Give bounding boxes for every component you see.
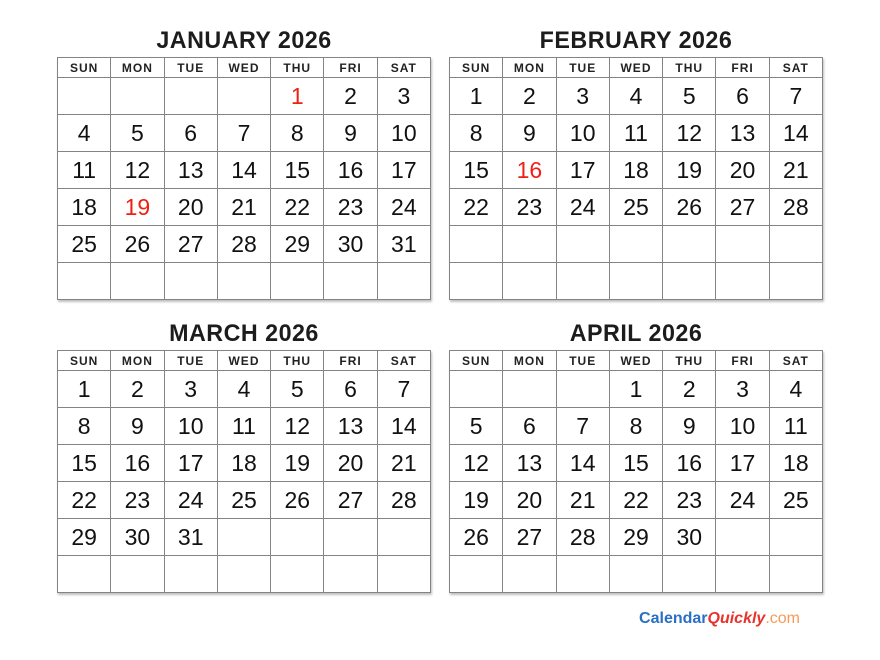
date-cell-february-2026-9: 9: [503, 115, 556, 152]
empty-cell: [769, 519, 822, 556]
empty-cell: [769, 226, 822, 263]
date-cell-april-2026-21: 21: [556, 482, 609, 519]
empty-cell: [217, 78, 270, 115]
week-row: [450, 371, 823, 408]
date-cell-february-2026-23: 23: [503, 189, 556, 226]
week-row: [450, 519, 823, 556]
weekday-header-thu: THU: [663, 58, 716, 78]
date-cell-january-2026-7: 7: [217, 115, 270, 152]
date-cell-march-2026-25: 25: [217, 482, 270, 519]
date-cell-march-2026-17: 17: [164, 445, 217, 482]
empty-cell: [450, 263, 503, 300]
weekday-header-sat: SAT: [377, 58, 430, 78]
date-cell-march-2026-23: 23: [111, 482, 164, 519]
date-cell-march-2026-30: 30: [111, 519, 164, 556]
empty-cell: [58, 263, 111, 300]
date-cell-february-2026-7: 7: [769, 78, 822, 115]
date-cell-march-2026-6: 6: [324, 371, 377, 408]
empty-cell: [58, 556, 111, 593]
date-cell-march-2026-11: 11: [217, 408, 270, 445]
empty-cell: [377, 519, 430, 556]
date-cell-april-2026-2: 2: [663, 371, 716, 408]
date-cell-march-2026-13: 13: [324, 408, 377, 445]
week-row: [450, 482, 823, 519]
date-cell-january-2026-14: 14: [217, 152, 270, 189]
date-cell-april-2026-26: 26: [450, 519, 503, 556]
date-cell-january-2026-23: 23: [324, 189, 377, 226]
month-title-january-2026: JANUARY 2026: [156, 27, 332, 54]
date-cell-february-2026-2: 2: [503, 78, 556, 115]
week-row: [58, 78, 431, 115]
week-row: [450, 78, 823, 115]
week-row: [58, 519, 431, 556]
weekday-header-fri: FRI: [716, 58, 769, 78]
date-cell-april-2026-4: 4: [769, 371, 822, 408]
month-table-february-2026: [449, 57, 823, 300]
date-cell-april-2026-3: 3: [716, 371, 769, 408]
date-cell-april-2026-17: 17: [716, 445, 769, 482]
date-cell-january-2026-16: 16: [324, 152, 377, 189]
date-cell-april-2026-19: 19: [450, 482, 503, 519]
date-cell-february-2026-1: 1: [450, 78, 503, 115]
date-cell-february-2026-24: 24: [556, 189, 609, 226]
date-cell-april-2026-25: 25: [769, 482, 822, 519]
date-cell-april-2026-11: 11: [769, 408, 822, 445]
date-cell-april-2026-8: 8: [609, 408, 662, 445]
date-cell-january-2026-25: 25: [58, 226, 111, 263]
week-row: [58, 263, 431, 300]
date-cell-january-2026-5: 5: [111, 115, 164, 152]
date-cell-april-2026-23: 23: [663, 482, 716, 519]
date-cell-february-2026-13: 13: [716, 115, 769, 152]
date-cell-january-2026-31: 31: [377, 226, 430, 263]
empty-cell: [609, 556, 662, 593]
date-cell-january-2026-11: 11: [58, 152, 111, 189]
empty-cell: [663, 226, 716, 263]
date-cell-january-2026-1: 1: [271, 78, 324, 115]
empty-cell: [716, 519, 769, 556]
weekday-header-fri: FRI: [324, 58, 377, 78]
date-cell-january-2026-17: 17: [377, 152, 430, 189]
month-table-march-2026: [57, 350, 431, 593]
date-cell-february-2026-10: 10: [556, 115, 609, 152]
week-row: [450, 263, 823, 300]
weekday-header-sun: SUN: [58, 351, 111, 371]
date-cell-february-2026-20: 20: [716, 152, 769, 189]
date-cell-january-2026-27: 27: [164, 226, 217, 263]
empty-cell: [716, 556, 769, 593]
date-cell-april-2026-5: 5: [450, 408, 503, 445]
week-row: [58, 408, 431, 445]
week-row: [450, 152, 823, 189]
month-title-february-2026: FEBRUARY 2026: [539, 27, 733, 54]
date-cell-march-2026-29: 29: [58, 519, 111, 556]
date-cell-january-2026-10: 10: [377, 115, 430, 152]
date-cell-april-2026-27: 27: [503, 519, 556, 556]
date-cell-march-2026-9: 9: [111, 408, 164, 445]
weekday-header-mon: MON: [503, 58, 556, 78]
weekday-header-sat: SAT: [769, 351, 822, 371]
month-table-january-2026: [57, 57, 431, 300]
weekday-header-row: [450, 351, 823, 371]
empty-cell: [503, 263, 556, 300]
date-cell-january-2026-26: 26: [111, 226, 164, 263]
date-cell-march-2026-12: 12: [271, 408, 324, 445]
empty-cell: [271, 263, 324, 300]
weekday-header-row: [450, 58, 823, 78]
date-cell-january-2026-8: 8: [271, 115, 324, 152]
date-cell-april-2026-9: 9: [663, 408, 716, 445]
weekday-header-tue: TUE: [164, 351, 217, 371]
date-cell-february-2026-17: 17: [556, 152, 609, 189]
empty-cell: [111, 556, 164, 593]
date-cell-march-2026-27: 27: [324, 482, 377, 519]
date-cell-april-2026-22: 22: [609, 482, 662, 519]
weekday-header-mon: MON: [503, 351, 556, 371]
date-cell-april-2026-18: 18: [769, 445, 822, 482]
weekday-header-sat: SAT: [377, 351, 430, 371]
week-row: [58, 556, 431, 593]
footer: [0, 610, 880, 628]
empty-cell: [377, 263, 430, 300]
date-cell-january-2026-24: 24: [377, 189, 430, 226]
date-cell-march-2026-31: 31: [164, 519, 217, 556]
empty-cell: [217, 263, 270, 300]
weekday-header-fri: FRI: [716, 351, 769, 371]
date-cell-february-2026-16: 16: [503, 152, 556, 189]
empty-cell: [58, 78, 111, 115]
date-cell-january-2026-2: 2: [324, 78, 377, 115]
empty-cell: [450, 226, 503, 263]
weekday-header-tue: TUE: [164, 58, 217, 78]
date-cell-january-2026-21: 21: [217, 189, 270, 226]
date-cell-january-2026-30: 30: [324, 226, 377, 263]
weekday-header-tue: TUE: [556, 351, 609, 371]
date-cell-april-2026-12: 12: [450, 445, 503, 482]
date-cell-march-2026-10: 10: [164, 408, 217, 445]
empty-cell: [217, 556, 270, 593]
weekday-header-sun: SUN: [450, 58, 503, 78]
brand-quickly-text: Quickly: [707, 610, 766, 627]
weekday-header-wed: WED: [609, 58, 662, 78]
month-block-march-2026: [57, 321, 431, 593]
date-cell-march-2026-4: 4: [217, 371, 270, 408]
date-cell-february-2026-15: 15: [450, 152, 503, 189]
week-row: [58, 115, 431, 152]
date-cell-february-2026-6: 6: [716, 78, 769, 115]
week-row: [450, 556, 823, 593]
date-cell-february-2026-28: 28: [769, 189, 822, 226]
weekday-header-fri: FRI: [324, 351, 377, 371]
date-cell-april-2026-10: 10: [716, 408, 769, 445]
empty-cell: [111, 78, 164, 115]
date-cell-april-2026-29: 29: [609, 519, 662, 556]
date-cell-april-2026-13: 13: [503, 445, 556, 482]
date-cell-april-2026-1: 1: [609, 371, 662, 408]
date-cell-march-2026-19: 19: [271, 445, 324, 482]
empty-cell: [324, 263, 377, 300]
empty-cell: [556, 226, 609, 263]
week-row: [58, 445, 431, 482]
date-cell-january-2026-3: 3: [377, 78, 430, 115]
date-cell-january-2026-12: 12: [111, 152, 164, 189]
week-row: [450, 445, 823, 482]
brand-logo-link[interactable]: [639, 610, 800, 627]
date-cell-february-2026-3: 3: [556, 78, 609, 115]
date-cell-march-2026-21: 21: [377, 445, 430, 482]
date-cell-february-2026-5: 5: [663, 78, 716, 115]
weekday-header-row: [58, 58, 431, 78]
date-cell-march-2026-28: 28: [377, 482, 430, 519]
empty-cell: [271, 519, 324, 556]
date-cell-april-2026-28: 28: [556, 519, 609, 556]
date-cell-march-2026-20: 20: [324, 445, 377, 482]
date-cell-march-2026-3: 3: [164, 371, 217, 408]
empty-cell: [164, 556, 217, 593]
weekday-header-sun: SUN: [450, 351, 503, 371]
weekday-header-thu: THU: [663, 351, 716, 371]
empty-cell: [503, 226, 556, 263]
date-cell-january-2026-4: 4: [58, 115, 111, 152]
empty-cell: [663, 263, 716, 300]
date-cell-january-2026-6: 6: [164, 115, 217, 152]
week-row: [450, 189, 823, 226]
month-block-february-2026: [449, 28, 823, 300]
date-cell-january-2026-20: 20: [164, 189, 217, 226]
weekday-header-row: [58, 351, 431, 371]
empty-cell: [556, 556, 609, 593]
week-row: [58, 371, 431, 408]
date-cell-april-2026-6: 6: [503, 408, 556, 445]
empty-cell: [663, 556, 716, 593]
date-cell-january-2026-18: 18: [58, 189, 111, 226]
date-cell-february-2026-4: 4: [609, 78, 662, 115]
months-grid: [57, 28, 823, 593]
date-cell-march-2026-15: 15: [58, 445, 111, 482]
weekday-header-wed: WED: [217, 351, 270, 371]
weekday-header-thu: THU: [271, 58, 324, 78]
week-row: [58, 482, 431, 519]
empty-cell: [164, 263, 217, 300]
date-cell-january-2026-29: 29: [271, 226, 324, 263]
empty-cell: [716, 226, 769, 263]
date-cell-april-2026-24: 24: [716, 482, 769, 519]
date-cell-january-2026-19: 19: [111, 189, 164, 226]
empty-cell: [769, 556, 822, 593]
week-row: [58, 226, 431, 263]
date-cell-march-2026-1: 1: [58, 371, 111, 408]
date-cell-march-2026-16: 16: [111, 445, 164, 482]
empty-cell: [450, 371, 503, 408]
month-block-january-2026: [57, 28, 431, 300]
empty-cell: [164, 78, 217, 115]
weekday-header-mon: MON: [111, 351, 164, 371]
date-cell-february-2026-27: 27: [716, 189, 769, 226]
date-cell-march-2026-26: 26: [271, 482, 324, 519]
empty-cell: [271, 556, 324, 593]
week-row: [58, 152, 431, 189]
date-cell-march-2026-18: 18: [217, 445, 270, 482]
date-cell-april-2026-16: 16: [663, 445, 716, 482]
weekday-header-thu: THU: [271, 351, 324, 371]
empty-cell: [556, 263, 609, 300]
weekday-header-sat: SAT: [769, 58, 822, 78]
empty-cell: [716, 263, 769, 300]
date-cell-march-2026-5: 5: [271, 371, 324, 408]
empty-cell: [324, 556, 377, 593]
date-cell-april-2026-30: 30: [663, 519, 716, 556]
date-cell-february-2026-26: 26: [663, 189, 716, 226]
date-cell-march-2026-24: 24: [164, 482, 217, 519]
weekday-header-tue: TUE: [556, 58, 609, 78]
brand-calendar-text: Calendar: [639, 610, 708, 627]
empty-cell: [503, 371, 556, 408]
empty-cell: [609, 226, 662, 263]
month-title-april-2026: APRIL 2026: [569, 320, 703, 347]
date-cell-february-2026-8: 8: [450, 115, 503, 152]
date-cell-february-2026-12: 12: [663, 115, 716, 152]
date-cell-february-2026-19: 19: [663, 152, 716, 189]
date-cell-march-2026-22: 22: [58, 482, 111, 519]
weekday-header-wed: WED: [609, 351, 662, 371]
date-cell-february-2026-22: 22: [450, 189, 503, 226]
date-cell-april-2026-15: 15: [609, 445, 662, 482]
month-title-march-2026: MARCH 2026: [169, 320, 319, 347]
brand-tld-text: .com: [765, 610, 800, 627]
weekday-header-wed: WED: [217, 58, 270, 78]
date-cell-february-2026-14: 14: [769, 115, 822, 152]
empty-cell: [609, 263, 662, 300]
date-cell-february-2026-18: 18: [609, 152, 662, 189]
week-row: [450, 408, 823, 445]
empty-cell: [111, 263, 164, 300]
month-table-april-2026: [449, 350, 823, 593]
date-cell-january-2026-15: 15: [271, 152, 324, 189]
empty-cell: [377, 556, 430, 593]
weekday-header-mon: MON: [111, 58, 164, 78]
date-cell-april-2026-14: 14: [556, 445, 609, 482]
empty-cell: [324, 519, 377, 556]
empty-cell: [503, 556, 556, 593]
weekday-header-sun: SUN: [58, 58, 111, 78]
empty-cell: [217, 519, 270, 556]
week-row: [58, 189, 431, 226]
date-cell-january-2026-28: 28: [217, 226, 270, 263]
date-cell-april-2026-7: 7: [556, 408, 609, 445]
empty-cell: [769, 263, 822, 300]
date-cell-january-2026-9: 9: [324, 115, 377, 152]
date-cell-march-2026-14: 14: [377, 408, 430, 445]
date-cell-march-2026-7: 7: [377, 371, 430, 408]
date-cell-february-2026-21: 21: [769, 152, 822, 189]
date-cell-april-2026-20: 20: [503, 482, 556, 519]
date-cell-february-2026-25: 25: [609, 189, 662, 226]
date-cell-january-2026-13: 13: [164, 152, 217, 189]
date-cell-march-2026-8: 8: [58, 408, 111, 445]
empty-cell: [556, 371, 609, 408]
date-cell-january-2026-22: 22: [271, 189, 324, 226]
month-block-april-2026: [449, 321, 823, 593]
date-cell-march-2026-2: 2: [111, 371, 164, 408]
week-row: [450, 115, 823, 152]
week-row: [450, 226, 823, 263]
date-cell-february-2026-11: 11: [609, 115, 662, 152]
empty-cell: [450, 556, 503, 593]
